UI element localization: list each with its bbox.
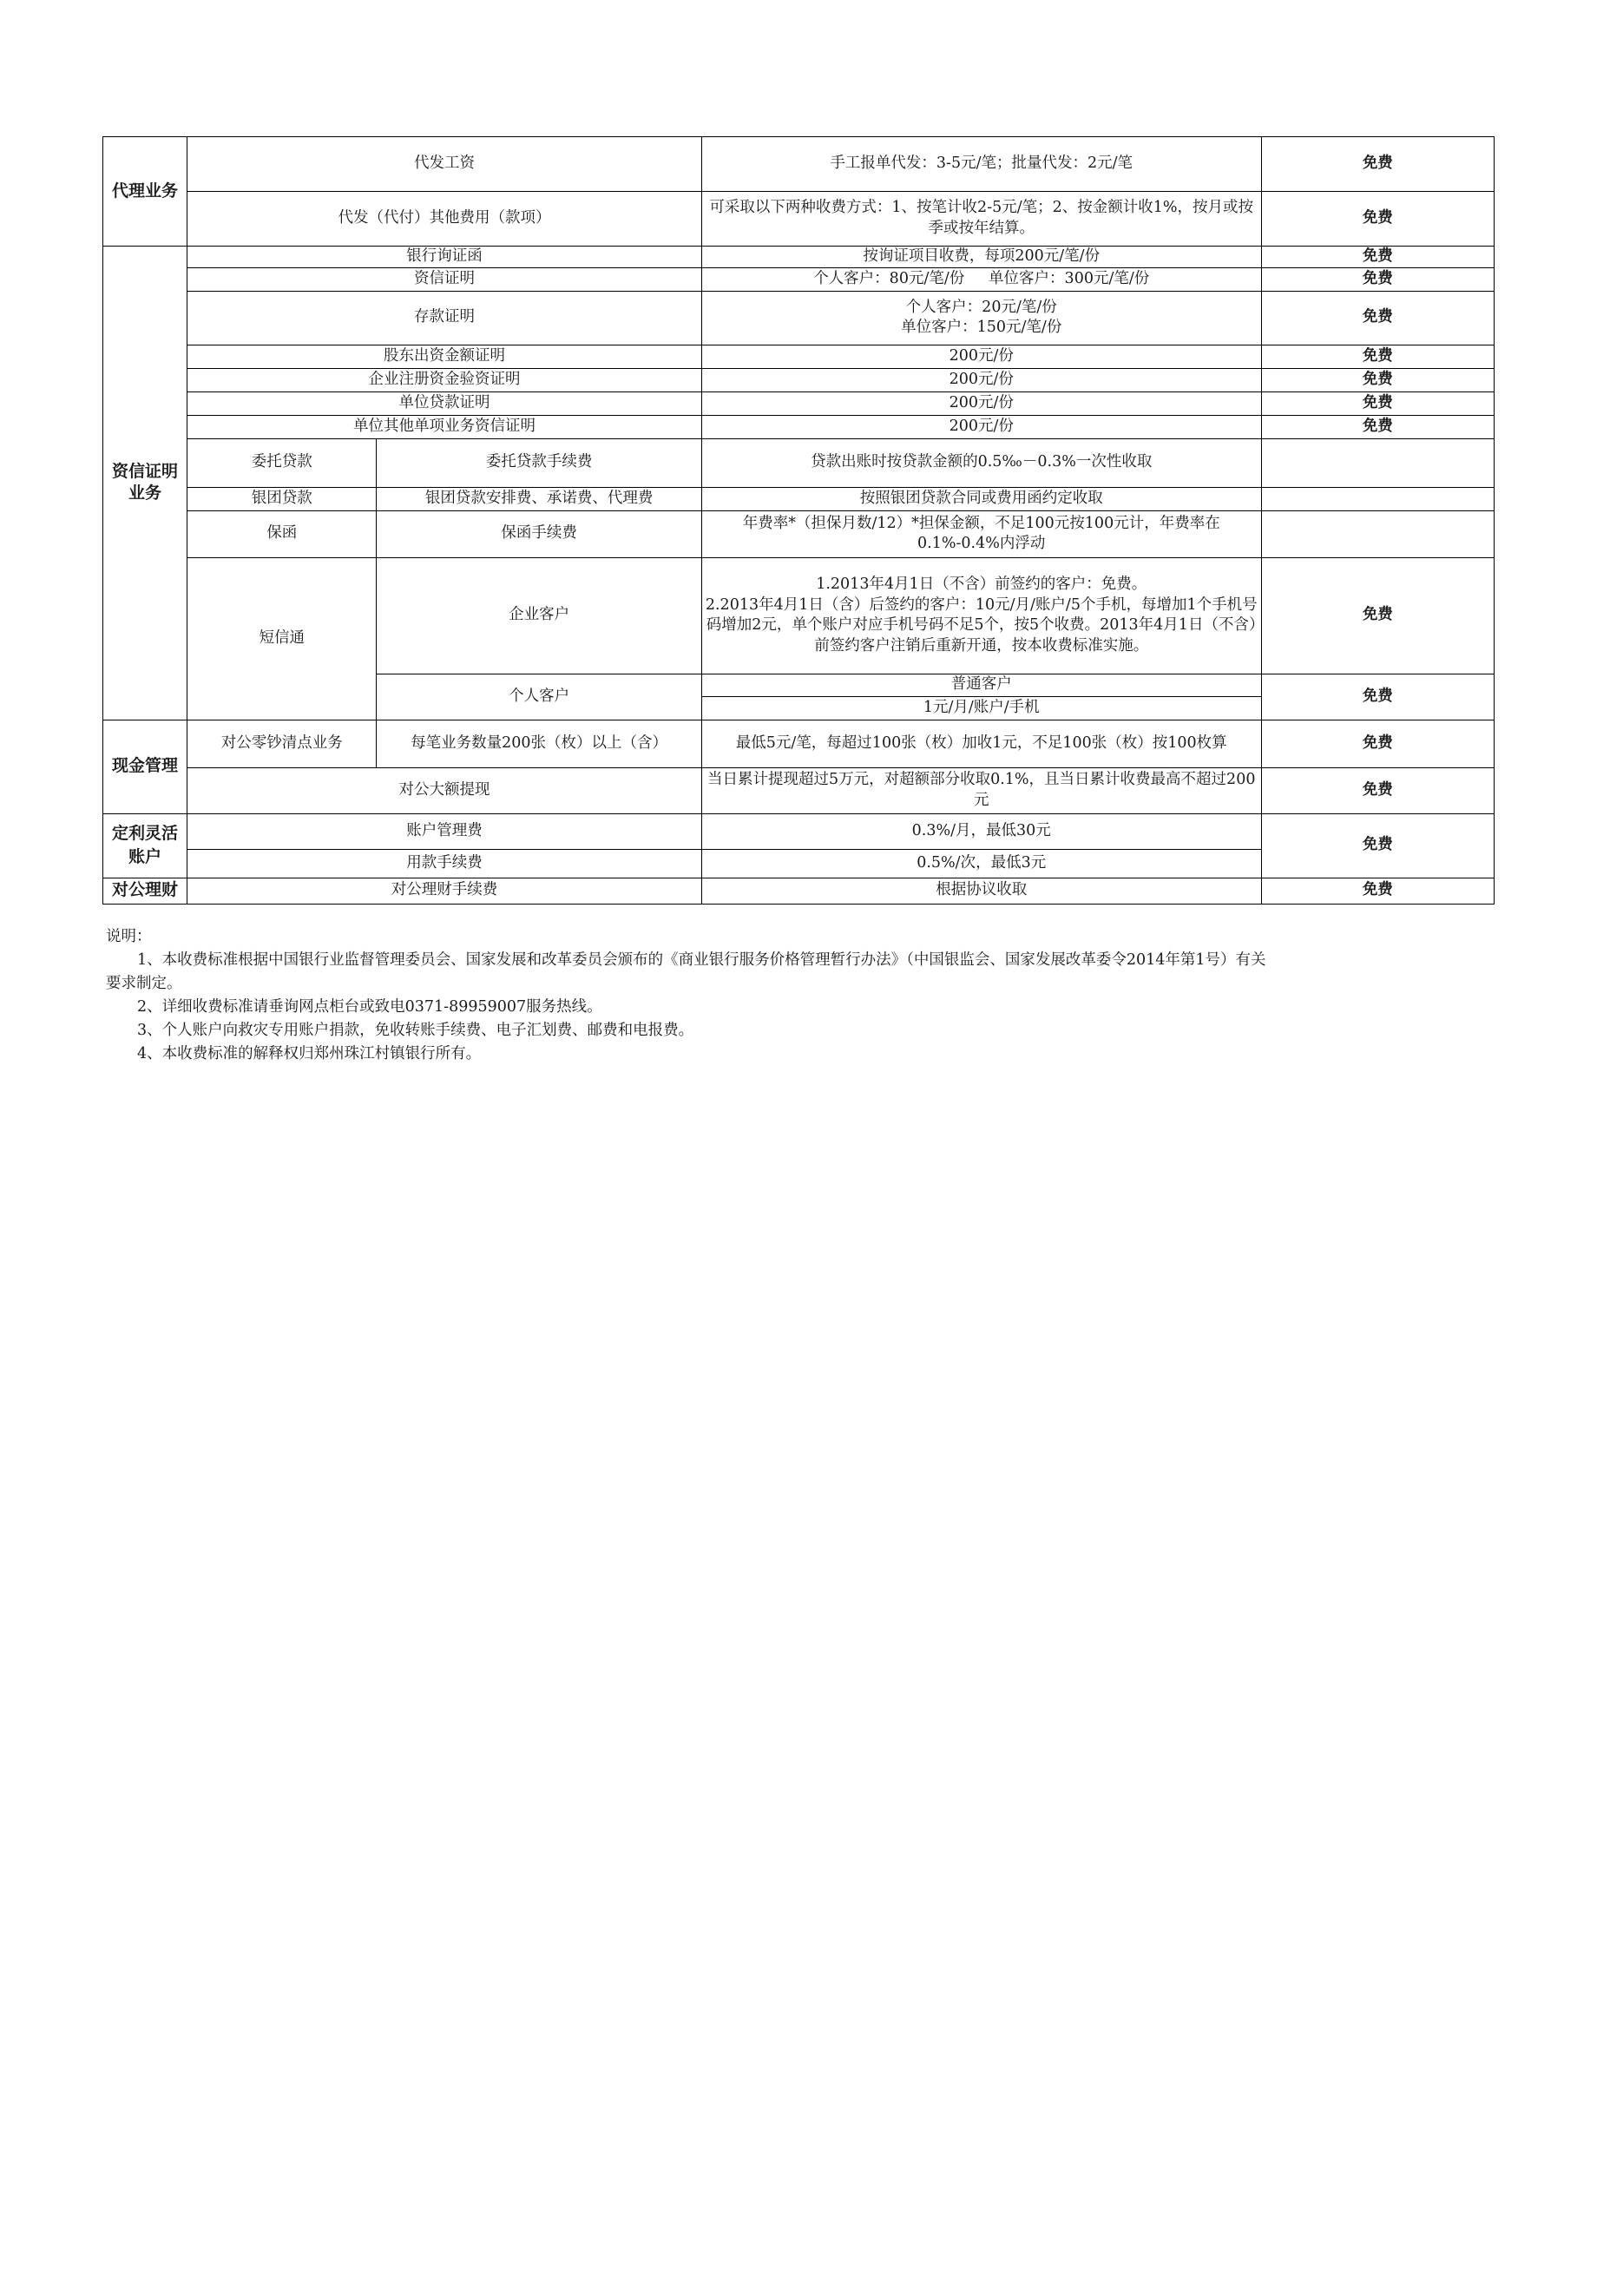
fee-cell: 免费: [1261, 291, 1494, 345]
standard-cell: 年费率*（担保月数/12）*担保金额，不足100元按100元计，年费率在0.1%-0.4%内浮动: [701, 510, 1261, 557]
standard-cell: 根据协议收取: [701, 878, 1261, 904]
item-cell: 企业客户: [377, 557, 701, 674]
item-cell: 资信证明: [187, 267, 702, 291]
item-cell: 存款证明: [187, 291, 702, 345]
table-row: [103, 415, 1495, 438]
fee-cell: 免费: [1261, 878, 1494, 904]
fee-cell: 免费: [1261, 557, 1494, 674]
standard-cell: 1元/月/账户/手机: [701, 696, 1261, 720]
item-cell: 代发工资: [187, 137, 702, 192]
table-row: [103, 487, 1495, 510]
standard-cell: 1.2013年4月1日（不含）前签约的客户：免费。 2.2013年4月1日（含）后签约的客户：10元/月/账户/5个手机，每增加1个手机号码增加2元，单个账户对应手机号码不足5个，按5个收费。2013年4月1日（不含）前签约客户注销后重新开通，按本收费标准实施。: [701, 557, 1261, 674]
item-cell: 对公理财手续费: [187, 878, 702, 904]
table-row: [103, 368, 1495, 391]
table-row: [103, 767, 1495, 813]
category-credit-cert: 资信证明业务: [103, 247, 187, 720]
standard-cell: 个人客户：20元/笔/份 单位客户：150元/笔/份: [701, 291, 1261, 345]
item-cell: 代发（代付）其他费用（款项）: [187, 192, 702, 247]
item-cell: 企业注册资金验资证明: [187, 368, 702, 391]
subcategory-cell: 委托贷款: [187, 438, 377, 487]
fee-cell: 免费: [1261, 415, 1494, 438]
item-cell: 单位贷款证明: [187, 391, 702, 415]
table-row: [103, 391, 1495, 415]
standard-cell: 0.3%/月，最低30元: [701, 813, 1261, 849]
item-cell: 个人客户: [377, 674, 701, 720]
fee-cell: [1261, 487, 1494, 510]
table-row: [103, 557, 1495, 674]
standard-cell: 手工报单代发：3-5元/笔；批量代发：2元/笔: [701, 137, 1261, 192]
standard-cell: 200元/份: [701, 368, 1261, 391]
standard-cell: 可采取以下两种收费方式：1、按笔计收2-5元/笔；2、按金额计收1%，按月或按季或按年结算。: [701, 192, 1261, 247]
item-cell: 保函手续费: [377, 510, 701, 557]
item-cell: 委托贷款手续费: [377, 438, 701, 487]
table-row: [103, 345, 1495, 368]
item-cell: 每笔业务数量200张（枚）以上（含）: [377, 720, 701, 767]
subcategory-cell: 银团贷款: [187, 487, 377, 510]
subcategory-cell: 保函: [187, 510, 377, 557]
category-flex: 定利灵活账户: [103, 813, 187, 878]
fee-cell: 免费: [1261, 137, 1494, 192]
standard-cell: 个人客户：80元/笔/份 单位客户：300元/笔/份: [701, 267, 1261, 291]
category-wealth: 对公理财: [103, 878, 187, 904]
fee-cell: [1261, 438, 1494, 487]
item-cell: 用款手续费: [187, 849, 702, 878]
table-row: [103, 291, 1495, 345]
table-row: [103, 510, 1495, 557]
fee-cell: 免费: [1261, 368, 1494, 391]
standard-cell: 最低5元/笔，每超过100张（枚）加收1元，不足100张（枚）按100枚算: [701, 720, 1261, 767]
standard-cell: 按询证项目收费，每项200元/笔/份: [701, 247, 1261, 268]
table-row: [103, 192, 1495, 247]
subcategory-cell: 短信通: [187, 557, 377, 720]
fee-cell: 免费: [1261, 813, 1494, 878]
category-cash: 现金管理: [103, 720, 187, 813]
standard-cell: 200元/份: [701, 391, 1261, 415]
standard-cell: 按照银团贷款合同或费用函约定收取: [701, 487, 1261, 510]
standard-cell: 0.5%/次，最低3元: [701, 849, 1261, 878]
fee-cell: 免费: [1261, 345, 1494, 368]
item-cell: 账户管理费: [187, 813, 702, 849]
table-row: [103, 247, 1495, 268]
table-row: [103, 878, 1495, 904]
table-row: [103, 813, 1495, 849]
fee-cell: 免费: [1261, 247, 1494, 268]
category-agency: 代理业务: [103, 137, 187, 247]
standard-cell: 200元/份: [701, 345, 1261, 368]
item-cell: 对公大额提现: [187, 767, 702, 813]
table-row: [103, 267, 1495, 291]
note-item: 4、本收费标准的解释权归郑州珠江村镇银行所有。: [137, 1045, 482, 1062]
item-cell: 银团贷款安排费、承诺费、代理费: [377, 487, 701, 510]
table-row: [103, 137, 1495, 192]
note-item: 1、本收费标准根据中国银行业监督管理委员会、国家发展和改革委员会颁布的《商业银行服务价格管理暂行办法》（中国银监会、国家发展改革委令2014年第1号）有关要求制定。: [106, 951, 1266, 992]
item-cell: 股东出资金额证明: [187, 345, 702, 368]
fee-cell: 免费: [1261, 267, 1494, 291]
note-item: 3、个人账户向救灾专用账户捐款，免收转账手续费、电子汇划费、邮费和电报费。: [137, 1022, 694, 1039]
notes-heading: 说明：: [106, 928, 152, 945]
fee-cell: 免费: [1261, 192, 1494, 247]
standard-cell: 贷款出账时按贷款金额的0.5‰－0.3%一次性收取: [701, 438, 1261, 487]
fee-cell: 免费: [1261, 720, 1494, 767]
note-item: 2、详细收费标准请垂询网点柜台或致电0371-89959007服务热线。: [137, 998, 602, 1016]
fee-schedule-table: [102, 136, 1495, 905]
fee-cell: 免费: [1261, 674, 1494, 720]
standard-cell: 当日累计提现超过5万元，对超额部分收取0.1%，且当日累计收费最高不超过200元: [701, 767, 1261, 813]
item-cell: 银行询证函: [187, 247, 702, 268]
table-row: [103, 438, 1495, 487]
subcategory-cell: 对公零钞清点业务: [187, 720, 377, 767]
standard-cell: 200元/份: [701, 415, 1261, 438]
fee-cell: 免费: [1261, 391, 1494, 415]
notes-section: [106, 925, 1269, 1066]
fee-cell: [1261, 510, 1494, 557]
standard-cell: 普通客户: [701, 674, 1261, 696]
table-row: [103, 720, 1495, 767]
fee-cell: 免费: [1261, 767, 1494, 813]
item-cell: 单位其他单项业务资信证明: [187, 415, 702, 438]
